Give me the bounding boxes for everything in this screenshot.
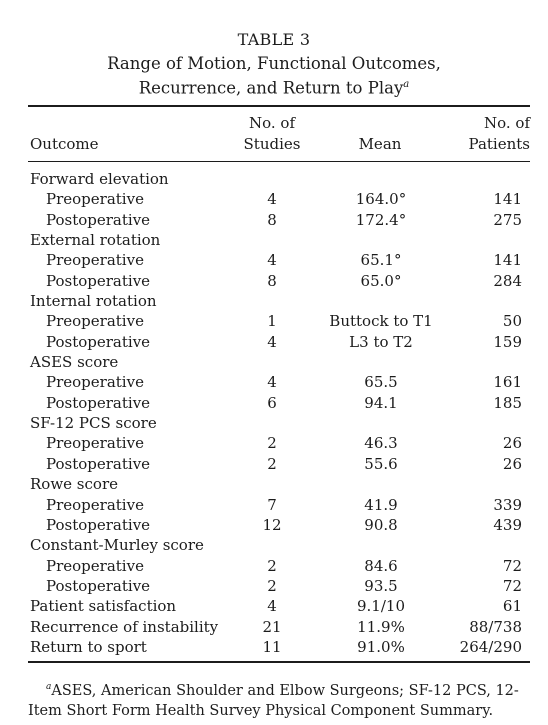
patients-cell: 26	[502, 434, 522, 453]
patients-cell: 439	[493, 515, 522, 534]
header-mean: Mean	[358, 135, 402, 153]
table-row	[28, 372, 530, 392]
header-studies-line-1: No. of	[248, 114, 295, 132]
patients-cell: 339	[493, 495, 522, 514]
table-row	[28, 617, 530, 637]
studies-cell: 1	[267, 312, 277, 331]
header-patients-line-2: Patients	[468, 135, 530, 153]
outcome-cell: SF-12 PCS score	[30, 414, 157, 433]
mean-cell: 93.5	[364, 576, 398, 595]
patients-cell: 264/290	[459, 637, 522, 656]
table-row	[28, 332, 530, 352]
outcome-cell: Internal rotation	[30, 292, 157, 311]
mean-cell: 90.8	[364, 515, 398, 534]
table-bottom-rule	[28, 661, 530, 663]
group-header-row	[28, 413, 530, 433]
studies-cell: 4	[267, 597, 277, 616]
studies-cell: 4	[267, 332, 277, 351]
outcome-cell: Patient satisfaction	[30, 597, 177, 616]
table-row	[28, 189, 530, 209]
table-row	[28, 210, 530, 230]
header-studies-line-2: Studies	[243, 135, 301, 153]
table-row	[28, 596, 530, 616]
outcome-cell: Postoperative	[46, 454, 151, 473]
outcome-cell: Postoperative	[46, 393, 151, 412]
patients-cell: 88/738	[469, 617, 522, 636]
caption-line-1: Range of Motion, Functional Outcomes,	[107, 54, 441, 73]
studies-cell: 21	[262, 617, 282, 636]
table-row	[28, 495, 530, 515]
studies-cell: 2	[267, 434, 277, 453]
outcome-cell: Preoperative	[46, 190, 144, 209]
studies-cell: 2	[267, 576, 277, 595]
mean-cell: 91.0%	[357, 637, 405, 656]
table-footnote	[28, 677, 528, 721]
outcome-cell: Rowe score	[30, 475, 118, 494]
mean-cell: L3 to T2	[349, 332, 413, 351]
caption-line-2-text: Recurrence, and Return to Play	[138, 78, 404, 98]
patients-cell: 72	[502, 576, 522, 595]
group-header-row	[28, 535, 530, 555]
outcome-cell: Recurrence of instability	[30, 617, 219, 636]
studies-cell: 4	[267, 251, 277, 270]
group-header-row	[28, 474, 530, 494]
mean-cell: 65.1°	[360, 251, 402, 270]
table-row	[28, 393, 530, 413]
outcome-cell: Preoperative	[46, 373, 144, 392]
patients-cell: 72	[502, 556, 522, 575]
footnote-line-1	[28, 677, 528, 701]
studies-cell: 4	[267, 190, 277, 209]
studies-cell: 8	[267, 210, 277, 229]
outcome-cell: Postoperative	[46, 515, 151, 534]
studies-cell: 11	[262, 637, 282, 656]
mean-cell: 172.4°	[355, 210, 407, 229]
header-no-of-patients	[450, 113, 530, 155]
header-rule	[28, 161, 530, 162]
mean-cell: 9.1/10	[357, 597, 405, 616]
mean-cell: Buttock to T1	[329, 312, 433, 331]
outcome-cell: Postoperative	[46, 332, 151, 351]
outcome-cell: Postoperative	[46, 271, 151, 290]
patients-cell: 26	[502, 454, 522, 473]
mean-cell: 55.6	[364, 454, 398, 473]
footnote-marker: a	[46, 682, 52, 692]
group-header-row	[28, 169, 530, 189]
table-label: TABLE 3	[237, 30, 311, 49]
table-row	[28, 576, 530, 596]
caption-line-2	[0, 74, 548, 99]
mean-cell: 41.9	[364, 495, 398, 514]
outcome-cell: Preoperative	[46, 495, 144, 514]
caption-footnote-marker: a	[403, 79, 410, 90]
group-header-row	[28, 230, 530, 250]
outcome-cell: Preoperative	[46, 251, 144, 270]
patients-cell: 159	[493, 332, 522, 351]
group-header-row	[28, 352, 530, 372]
table-row	[28, 271, 530, 291]
mean-cell: 11.9%	[357, 617, 405, 636]
patients-cell: 141	[493, 251, 522, 270]
table-row	[28, 515, 530, 535]
patients-cell: 61	[502, 597, 522, 616]
mean-cell: 164.0°	[355, 190, 407, 209]
patients-cell: 161	[493, 373, 522, 392]
mean-cell: 65.0°	[360, 271, 402, 290]
table-row	[28, 311, 530, 331]
studies-cell: 2	[267, 454, 277, 473]
mean-cell: 94.1	[364, 393, 398, 412]
outcome-cell: Preoperative	[46, 434, 144, 453]
outcome-cell: Preoperative	[46, 312, 144, 331]
outcome-cell: Postoperative	[46, 210, 151, 229]
table-row	[28, 556, 530, 576]
outcome-cell: Preoperative	[46, 556, 144, 575]
studies-cell: 12	[262, 515, 282, 534]
patients-cell: 284	[493, 271, 522, 290]
table-row	[28, 250, 530, 270]
studies-cell: 8	[267, 271, 277, 290]
outcome-cell: Constant-Murley score	[30, 536, 204, 555]
group-header-row	[28, 291, 530, 311]
table-caption	[0, 53, 548, 99]
mean-cell: 84.6	[364, 556, 398, 575]
patients-cell: 50	[502, 312, 522, 331]
header-outcome: Outcome	[30, 135, 99, 153]
studies-cell: 7	[267, 495, 277, 514]
outcome-cell: ASES score	[30, 353, 119, 372]
footnote-line-1-text: ASES, American Shoulder and Elbow Surgeons; SF-12 PCS, 12-	[51, 682, 519, 699]
header-patients-line-1: No. of	[483, 114, 530, 132]
mean-cell: 46.3	[364, 434, 398, 453]
studies-cell: 2	[267, 556, 277, 575]
mean-cell: 65.5	[364, 373, 398, 392]
table-row	[28, 637, 530, 657]
patients-cell: 275	[493, 210, 522, 229]
table-top-rule	[28, 105, 530, 107]
outcome-cell: External rotation	[30, 231, 161, 250]
footnote-line-2: Item Short Form Health Survey Physical Component Summary.	[28, 702, 494, 719]
outcome-cell: Return to sport	[30, 637, 147, 656]
studies-cell: 6	[267, 393, 277, 412]
outcome-cell: Forward elevation	[30, 170, 169, 188]
table-row	[28, 454, 530, 474]
outcome-cell: Postoperative	[46, 576, 151, 595]
header-no-of-studies	[232, 113, 312, 155]
patients-cell: 185	[493, 393, 522, 412]
patients-cell: 141	[493, 190, 522, 209]
table-body	[28, 169, 530, 657]
studies-cell: 4	[267, 373, 277, 392]
table-row	[28, 433, 530, 453]
